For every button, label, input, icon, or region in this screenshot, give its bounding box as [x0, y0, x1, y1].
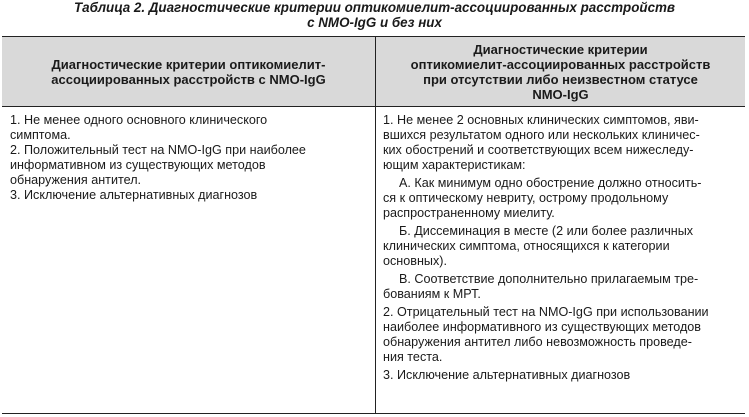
- criteria-line: 2. Отрицательный тест на NMO-IgG при использовании: [383, 305, 709, 319]
- criteria-line: наиболее информативного из существующих методов: [383, 320, 701, 334]
- body-cell-without-nmo-igg: [383, 113, 741, 383]
- criteria-line: обнаружения антител.: [10, 173, 142, 187]
- criteria-line: ких обострений и соответствующих всем нижеследу-: [383, 143, 694, 157]
- sub-criteria-line: В. Соответствие дополнительно прилагаемым тре-: [399, 272, 699, 286]
- sub-criteria-line: Б. Диссеминация в месте (2 или более различных: [399, 224, 694, 238]
- header-line: при отсутствии либо неизвестном статусе: [423, 71, 698, 87]
- criteria-line: симптома.: [10, 128, 71, 142]
- header-line: Диагностические критерии: [473, 41, 648, 57]
- header-line: оптикомиелит-ассоциированных расстройств: [410, 56, 711, 72]
- criteria-line: бованиям к МРТ.: [383, 287, 481, 301]
- criteria-line: обнаружения антител либо невозможность проведе-: [383, 335, 692, 349]
- criteria-line: основных).: [383, 254, 447, 268]
- criteria-line: информативном из существующих методов: [10, 158, 266, 172]
- criteria-line: 3. Исключение альтернативных диагнозов: [10, 188, 258, 202]
- criteria-line: ся к оптическому невриту, острому продольному: [383, 191, 669, 205]
- caption-line: с NMO-IgG и без них: [307, 15, 442, 30]
- caption-line: Таблица 2. Диагностические критерии оптикомиелит-ассоциированных расстройств: [73, 0, 676, 15]
- header-line: ассоциированных расстройств с NMO-IgG: [51, 71, 326, 87]
- criteria-table: [2, 36, 745, 414]
- header-line: NMO-IgG: [532, 86, 589, 102]
- criteria-line: 2. Положительный тест на NMO-IgG при наиболее: [10, 143, 306, 157]
- criteria-line: ния теста.: [383, 350, 443, 364]
- header-cell-without-nmo-igg: [376, 37, 745, 106]
- header-line: Диагностические критерии оптикомиелит-: [51, 56, 326, 72]
- criteria-line: 3. Исключение альтернативных диагнозов: [383, 368, 631, 382]
- body-cell-with-nmo-igg: [10, 113, 368, 203]
- table-caption: [0, 0, 749, 30]
- sub-criteria-line: А. Как минимум одно обострение должно относить-: [399, 176, 702, 190]
- criteria-line: ющим характеристикам:: [383, 158, 526, 172]
- criteria-line: 1. Не менее одного основного клинического: [10, 113, 268, 127]
- criteria-line: распространенному миелиту.: [383, 206, 555, 220]
- criteria-line: 1. Не менее 2 основных клинических симптомов, яви-: [383, 113, 699, 127]
- column-divider: [375, 37, 376, 413]
- table-header-row: [2, 37, 745, 107]
- criteria-line: вшихся результатом одного или нескольких клиничес-: [383, 128, 700, 142]
- header-cell-with-nmo-igg: [2, 37, 375, 106]
- criteria-line: клинических симптома, относящихся к категории: [383, 239, 670, 253]
